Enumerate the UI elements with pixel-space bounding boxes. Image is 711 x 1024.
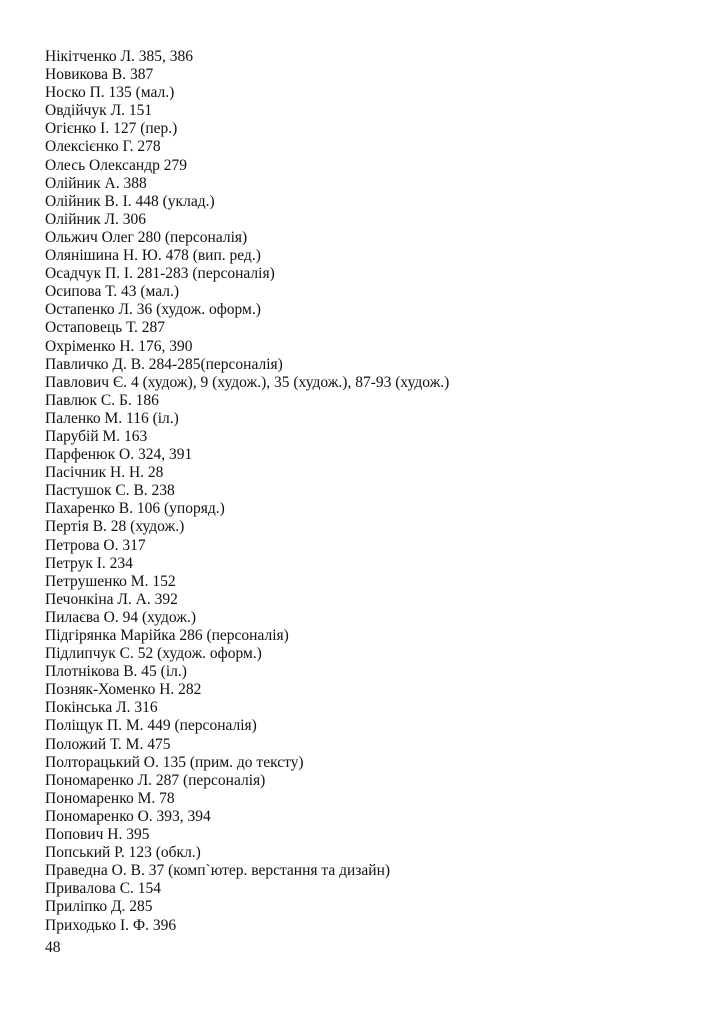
- index-entry: Огієнко І. 127 (пер.): [45, 120, 178, 138]
- index-entry: Парубій М. 163: [45, 427, 148, 445]
- index-entry: Пертія В. 28 (худож.): [45, 518, 185, 536]
- index-entry: Олексієнко Г. 278: [45, 138, 161, 156]
- index-entry: Пономаренко М. 78: [45, 789, 175, 807]
- index-entry: Положий Т. М. 475: [45, 735, 171, 753]
- index-entry: Поліщук П. М. 449 (персоналія): [45, 717, 257, 735]
- index-entry: Петрушенко М. 152: [45, 572, 176, 590]
- index-entry: Новикова В. 387: [45, 66, 154, 84]
- index-entry: Олесь Олександр 279: [45, 156, 187, 174]
- index-entry: Овдійчук Л. 151: [45, 102, 153, 120]
- index-entry: Плотнікова В. 45 (іл.): [45, 663, 187, 681]
- index-entry: Попович Н. 395: [45, 826, 150, 844]
- index-entry: Пономаренко Л. 287 (персоналія): [45, 771, 266, 789]
- index-entry: Привалова С. 154: [45, 880, 162, 898]
- index-entry: Остапенко Л. 36 (худож. оформ.): [45, 301, 261, 319]
- index-entry: Петрова О. 317: [45, 536, 146, 554]
- index-entry: Приходько І. Ф. 396: [45, 916, 177, 934]
- index-entry: Олійник А. 388: [45, 174, 147, 192]
- index-entry: Осадчук П. І. 281-283 (персоналія): [45, 265, 275, 283]
- index-entry: Пасічник Н. Н. 28: [45, 464, 164, 482]
- index-entry: Підлипчук С. 52 (худож. оформ.): [45, 645, 262, 663]
- index-entry: Олійник Л. 306: [45, 210, 147, 228]
- index-entry: Паленко М. 116 (іл.): [45, 409, 179, 427]
- index-entry: Нікітченко Л. 385, 386: [45, 48, 193, 65]
- index-entry: Павличко Д. В. 284-285(персоналія): [45, 355, 283, 373]
- index-entry: Пономаренко О. 393, 394: [45, 807, 211, 825]
- page-number: 48: [45, 939, 61, 956]
- index-entry: Парфенюк О. 324, 391: [45, 446, 193, 464]
- index-entry: Осипова Т. 43 (мал.): [45, 283, 179, 301]
- index-entry: Остаповець Т. 287: [45, 319, 166, 337]
- index-entry: Приліпко Д. 285: [45, 898, 153, 916]
- index-entry: Пахаренко В. 106 (упоряд.): [45, 500, 225, 518]
- index-entry: Покінська Л. 316: [45, 699, 158, 717]
- index-entry: Пилаєва О. 94 (худож.): [45, 608, 197, 626]
- index-entry: Пастушок С. В. 238: [45, 482, 175, 500]
- index-entry: Олянішина Н. Ю. 478 (вип. ред.): [45, 247, 261, 265]
- index-entry: Олійник В. І. 448 (уклад.): [45, 192, 215, 210]
- index-entry: Павлович Є. 4 (худож), 9 (худож.), 35 (худож.), 87-93 (худож.): [45, 373, 450, 391]
- index-entry: Павлюк С. Б. 186: [45, 391, 159, 409]
- index-entry: Ольжич Олег 280 (персоналія): [45, 228, 248, 246]
- index-entry: Охріменко Н. 176, 390: [45, 337, 193, 355]
- index-entry: Петрук І. 234: [45, 554, 133, 572]
- index-entry: Підгірянка Марійка 286 (персоналія): [45, 627, 289, 644]
- index-entry: Позняк-Хоменко Н. 282: [45, 681, 202, 699]
- index-entry: Носко П. 135 (мал.): [45, 84, 175, 102]
- index-entry: Печонкіна Л. А. 392: [45, 590, 178, 608]
- name-index-list: [45, 48, 685, 935]
- index-entry: Попський Р. 123 (обкл.): [45, 844, 201, 862]
- index-entry: Праведна О. В. 37 (комп`ютер. верстання та дизайн): [45, 862, 391, 880]
- index-entry: Полторацький О. 135 (прим. до тексту): [45, 753, 304, 771]
